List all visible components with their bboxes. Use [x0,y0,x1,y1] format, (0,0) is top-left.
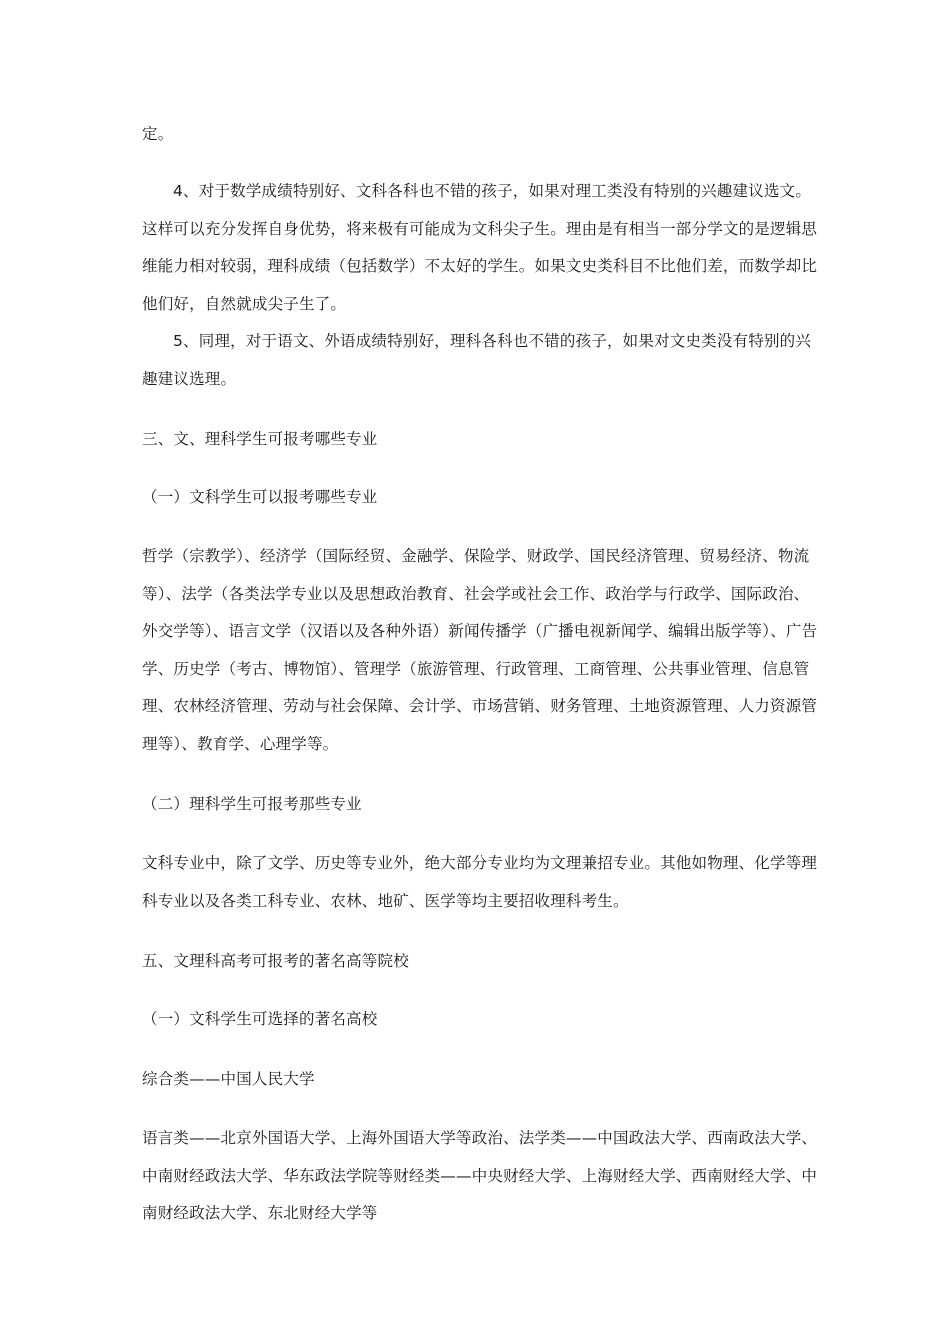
subsection-heading-science-majors: （二）理科学生可报考那些专业 [142,795,362,813]
subsection-heading-arts-majors: （一）文科学生可以报考哪些专业 [142,488,378,506]
section-heading-5: 五、文理科高考可报考的著名高等院校 [142,952,409,970]
paragraph-continuation: 定。 [142,125,174,143]
paragraph-item-5: 5、同理，对于语文、外语成绩特别好，理科各科也不错的孩子，如果对文史类没有特别的兴趣建议选理。 [142,332,812,388]
paragraph-university-list: 语言类——北京外国语大学、上海外国语大学等政治、法学类——中国政法大学、西南政法大学、中南财经政法大学、华东政法学院等财经类——中央财经大学、上海财经大学、西南财经大学、中南财经政法大学、东北财经大学等 [142,1129,818,1222]
paragraph-arts-majors: 哲学（宗教学）、经济学（国际经贸、金融学、保险学、财政学、国民经济管理、贸易经济、物流等）、法学（各类法学专业以及思想政治教育、社会学或社会工作、政治学与行政学、国际政治、外交学等）、语言文学（汉语以及各种外语）新闻传播学（广播电视新闻学、编辑出版学等）、广告学、历史学（考古、博物馆）、管理学（旅游管理、行政管理、工商管理、公共事业管理、信息管理、农林经济管理、劳动与社会保障、会计学、市场营销、财务管理、土地资源管理、人力资源管理等）、教育学、心理学等。 [142,547,818,753]
subsection-heading-arts-universities: （一）文科学生可选择的著名高校 [142,1010,378,1028]
paragraph-item-4: 4、对于数学成绩特别好、文科各科也不错的孩子，如果对理工类没有特别的兴趣建议选文。这样可以充分发挥自身优势，将来极有可能成为文科尖子生。理由是有相当一部分学文的是逻辑思维能力相对较弱，理科成绩（包括数学）不太好的学生。如果文史类科目不比他们差，而数学却比他们好，自然就成尖子生了。 [142,182,818,313]
paragraph-comprehensive-university: 综合类——中国人民大学 [142,1070,315,1088]
paragraph-science-majors: 文科专业中，除了文学、历史等专业外，绝大部分专业均为文理兼招专业。其他如物理、化学等理科专业以及各类工科专业、农林、地矿、医学等均主要招收理科考生。 [142,854,818,910]
section-heading-3: 三、文、理科学生可报考哪些专业 [142,430,378,448]
